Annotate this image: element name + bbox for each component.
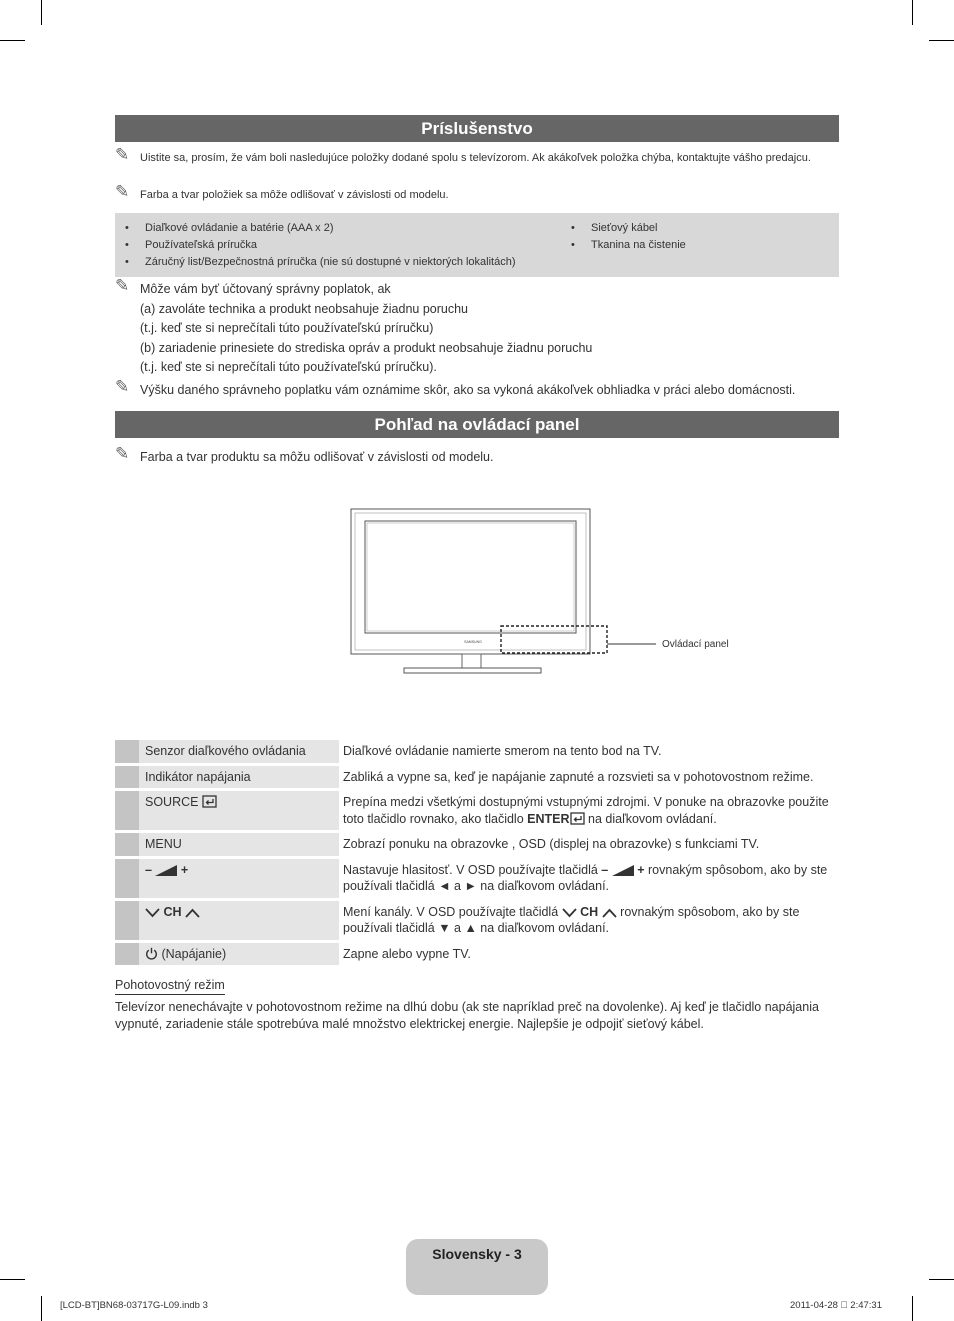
table-row <box>115 764 839 790</box>
note-text: Farba a tvar produktu sa môžu odlišovať v závislosti od modelu. <box>140 450 494 464</box>
control-description: Zabliká a vypne sa, keď je napájanie zapnuté a rozsvieti sa v pohotovostnom režime. <box>339 764 839 790</box>
note-product-color <box>115 444 839 468</box>
chevron-down-icon <box>562 908 577 918</box>
standby-text: Televízor nenechávajte v pohotovostnom režime na dlhú dobu (ak ste napríklad preč na dovolenke). Aj keď je tlačidlo napájania vypnuté, zariadenie stále spotrebúva malé množstvo elektrickej energie. Najlepšie je odpojiť sieťový kábel. <box>115 1000 819 1031</box>
control-description: Prepína medzi všetkými dostupnými vstupnými zdrojmi. V ponuke na obrazovke použite toto tlačidlo rovnako, ako tlačidlo ENTER na diaľkovom ovládaní. <box>339 790 839 832</box>
control-label <box>139 941 339 967</box>
control-panel-table <box>115 740 839 968</box>
tv-screen <box>365 521 576 633</box>
control-description: Zapne alebo vypne TV. <box>339 941 839 967</box>
enter-icon <box>570 812 585 825</box>
print-file-info: [LCD-BT]BN68-03717G-L09.indb 3 <box>60 1300 208 1311</box>
note-ensure-items <box>115 145 839 166</box>
note-text: Farba a tvar položiek sa môže odlišovať v závislosti od modelu. <box>140 189 449 201</box>
note-items-color <box>115 182 839 203</box>
pencil-note-icon: ✎ <box>115 182 130 202</box>
tv-frame-inner <box>355 513 586 650</box>
crop-mark <box>912 1296 913 1321</box>
table-row <box>115 899 839 941</box>
control-label: MENU <box>139 832 339 858</box>
enter-label: ENTER <box>527 811 570 826</box>
row-marker <box>115 832 139 858</box>
row-marker <box>115 941 139 967</box>
volume-minus-label: – <box>145 862 152 877</box>
accessories-list-box <box>115 213 839 277</box>
table-row <box>115 790 839 832</box>
source-button-label: SOURCE <box>145 795 199 809</box>
note-fee-amount <box>115 377 839 401</box>
list-item: • Záručný list/Bezpečnostná príručka (nie sú dostupné v niektorých lokalitách) <box>115 254 516 271</box>
note-fee <box>115 276 839 378</box>
control-label: Indikátor napájania <box>139 764 339 790</box>
tv-front-diagram <box>340 500 760 680</box>
volume-icon <box>155 865 177 876</box>
tv-stand-neck <box>462 654 481 668</box>
crop-mark <box>41 1296 42 1321</box>
control-panel-highlight <box>501 626 607 653</box>
pencil-note-icon: ✎ <box>115 145 130 165</box>
chevron-down-icon <box>145 908 160 918</box>
list-item: • Tkanina na čistenie <box>561 237 686 254</box>
crop-mark <box>912 0 913 25</box>
tv-stand-base <box>404 668 541 673</box>
volume-minus-label: – <box>601 862 609 877</box>
power-icon <box>145 947 158 960</box>
note-text: (t.j. keď ste si neprečítali túto používateľskú príručku). <box>140 360 437 374</box>
crop-mark <box>0 40 25 41</box>
accessories-list-right <box>561 220 686 254</box>
note-text: Uistite sa, prosím, že vám boli nasledujúce položky dodané spolu s televízorom. Ak akákoľvek položka chýba, kontaktujte vášho predajcu. <box>140 152 811 164</box>
tv-brand-logo: SAMSUNG <box>464 640 482 644</box>
list-item: • Sieťový kábel <box>561 220 686 237</box>
control-label: Senzor diaľkového ovládania <box>139 740 339 764</box>
chevron-up-icon <box>602 908 617 918</box>
tv-frame-outer <box>351 509 590 654</box>
table-row <box>115 832 839 858</box>
source-enter-icon <box>202 795 217 808</box>
note-text: Výšku daného správneho poplatku vám oznámime skôr, ako sa vykoná akákoľvek obhliadka v práci alebo domácnosti. <box>140 383 796 397</box>
crop-mark <box>41 0 42 25</box>
control-label <box>139 790 339 832</box>
channel-label: CH <box>580 904 599 919</box>
control-description: Diaľkové ovládanie namierte smerom na tento bod na TV. <box>339 740 839 764</box>
note-text: (a) zavoláte technika a produkt neobsahuje žiadnu poruchu <box>140 301 468 316</box>
chevron-up-icon <box>185 908 200 918</box>
crop-mark <box>0 1279 25 1280</box>
note-text: Môže vám byť účtovaný správny poplatok, ak <box>140 282 391 296</box>
pencil-note-icon: ✎ <box>115 276 130 296</box>
control-label <box>139 857 339 899</box>
row-marker <box>115 899 139 941</box>
callout-label-control-panel: Ovládací panel <box>662 639 729 650</box>
control-description: Nastavuje hlasitosť. V OSD používajte tlačidlá – + rovnakým spôsobom, ako by ste používali tlačidlá ◄ a ► na diaľkovom ovládaní. <box>339 857 839 899</box>
list-item: • Diaľkové ovládanie a batérie (AAA x 2) <box>115 220 516 237</box>
volume-plus-label: + <box>637 862 645 877</box>
section-title-control-panel: Pohľad na ovládací panel <box>115 411 839 438</box>
volume-plus-label: + <box>180 862 189 877</box>
table-row <box>115 941 839 967</box>
pencil-note-icon: ✎ <box>115 444 130 464</box>
page-number-badge: Slovensky - 3 <box>406 1239 548 1295</box>
row-marker <box>115 857 139 899</box>
print-timestamp: 2011-04-28 􀀀 2:47:31 <box>790 1300 882 1311</box>
tv-screen-inner <box>367 523 574 631</box>
power-label: (Napájanie) <box>161 946 227 961</box>
control-description: Zobrazí ponuku na obrazovke , OSD (displej na obrazovke) s funkciami TV. <box>339 832 839 858</box>
note-text: (t.j. keď ste si neprečítali túto používateľskú príručku) <box>140 321 434 335</box>
accessories-list-left <box>115 220 516 271</box>
pencil-note-icon: ✎ <box>115 377 130 397</box>
section-title-accessories: Príslušenstvo <box>115 115 839 142</box>
volume-icon <box>612 865 634 876</box>
table-row <box>115 740 839 764</box>
note-text: (b) zariadenie prinesiete do strediska opráv a produkt neobsahuje žiadnu poruchu <box>140 340 593 355</box>
table-row <box>115 857 839 899</box>
control-label <box>139 899 339 941</box>
row-marker <box>115 740 139 764</box>
list-item: • Používateľská príručka <box>115 237 516 254</box>
standby-title: Pohotovostný režim <box>115 977 225 995</box>
crop-mark <box>929 40 954 41</box>
crop-mark <box>929 1279 954 1280</box>
row-marker <box>115 790 139 832</box>
row-marker <box>115 764 139 790</box>
control-description: Mení kanály. V OSD používajte tlačidlá CH rovnakým spôsobom, ako by ste používali tlačidlá ▼ a ▲ na diaľkovom ovládaní. <box>339 899 839 941</box>
channel-label: CH <box>163 904 182 919</box>
